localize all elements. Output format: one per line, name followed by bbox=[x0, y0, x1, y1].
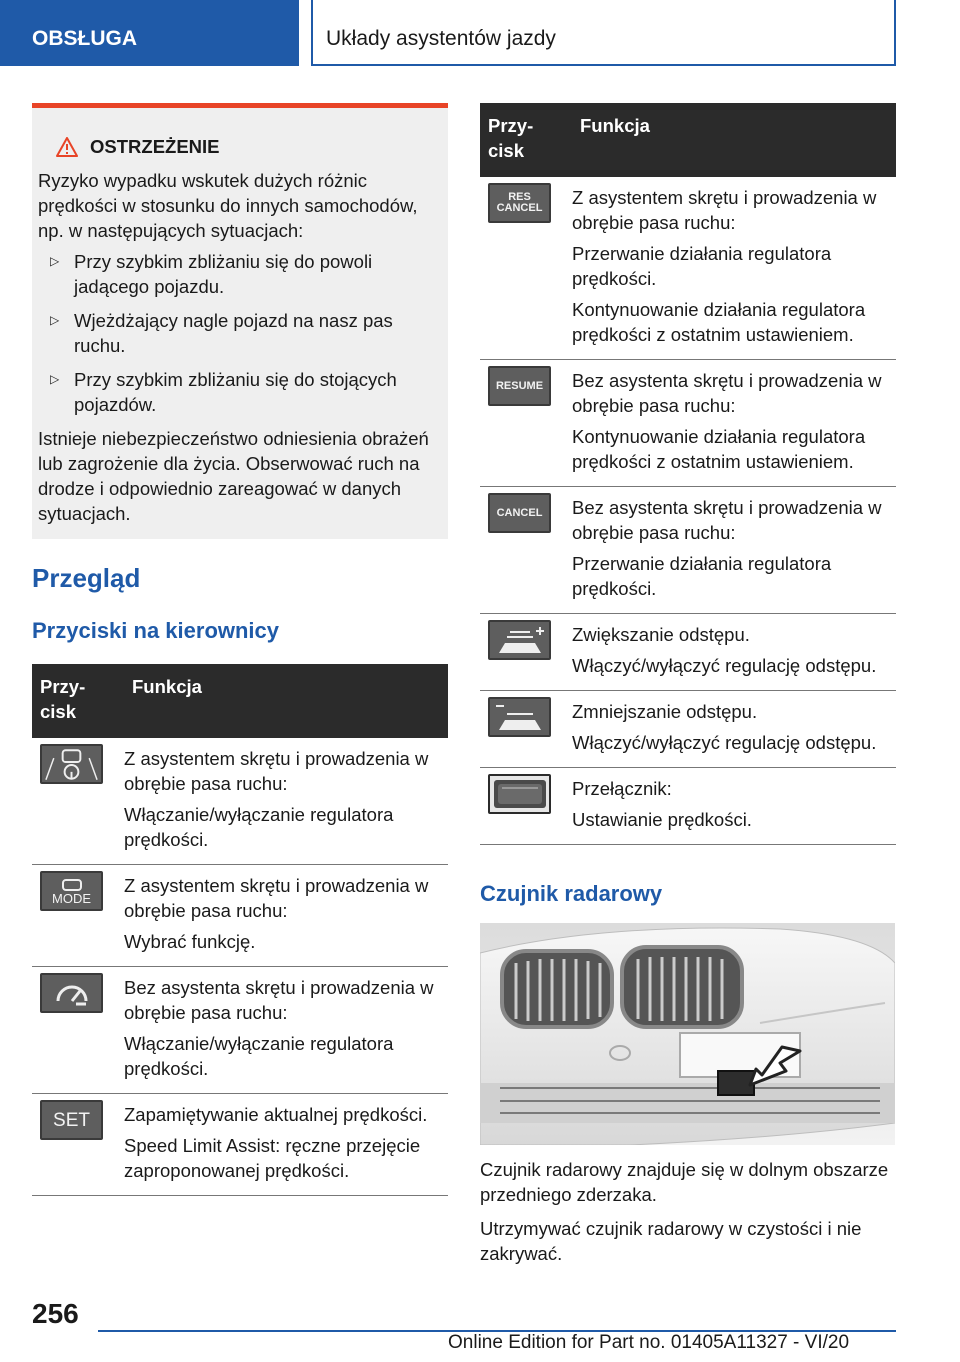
function-text: Włączanie/wyłączanie regulatora prędkości. bbox=[124, 804, 394, 850]
buttons-table-left bbox=[32, 664, 448, 1196]
col-header-function: Funkcja bbox=[572, 103, 896, 177]
table-row bbox=[32, 967, 448, 1094]
radar-paragraph: Czujnik radarowy znajduje się w dolnym obszarze przedniego zderzaka. bbox=[480, 1159, 889, 1205]
table-row bbox=[32, 865, 448, 967]
buttons-table-right bbox=[480, 103, 896, 845]
footer-edition: Online Edition for Part no. 01405A11327 - VI/20 bbox=[448, 1332, 850, 1353]
function-text: Zwiększanie odstępu. bbox=[572, 624, 750, 645]
table-row bbox=[480, 768, 896, 845]
warning-title-text: OSTRZEŻENIE bbox=[90, 136, 220, 157]
col-header-button: Przy- cisk bbox=[32, 664, 124, 738]
function-text: Z asystentem skrętu i prowadzenia w obrębie pasa ruchu: bbox=[124, 875, 429, 921]
col-header-button: Przy- cisk bbox=[480, 103, 572, 177]
function-text: Przerwanie działania regulatora prędkości. bbox=[572, 243, 832, 289]
table-row bbox=[480, 614, 896, 691]
car-front-radar-illustration bbox=[480, 923, 895, 1145]
warning-bullet: ▷ Wjeżdżający nagle pojazd na nasz pas ruchu. bbox=[50, 310, 393, 356]
table-row bbox=[32, 1094, 448, 1196]
rocker-switch-icon bbox=[488, 774, 551, 814]
table-row bbox=[480, 360, 896, 487]
set-button-icon bbox=[40, 1100, 103, 1140]
function-text: Speed Limit Assist: ręczne przejęcie zaproponowanej prędkości. bbox=[124, 1135, 421, 1181]
radar-paragraph: Utrzymywać czujnik radarowy w czystości i nie zakrywać. bbox=[480, 1218, 862, 1264]
warning-bullet: ▷ Przy szybkim zbliżaniu się do stojących pojazdów. bbox=[50, 369, 397, 415]
mode-button-icon bbox=[40, 871, 103, 911]
table-row bbox=[32, 738, 448, 865]
function-text: Kontynuowanie działania regulatora prędkości z ostatnim ustawieniem. bbox=[572, 299, 866, 345]
warning-box bbox=[32, 103, 448, 539]
res-cancel-button-icon bbox=[488, 183, 551, 223]
function-text: Zapamiętywanie aktualnej prędkości. bbox=[124, 1104, 428, 1125]
function-text: Bez asystenta skrętu i prowadzenia w obrębie pasa ruchu: bbox=[572, 370, 882, 416]
heading-buttons: Przyciski na kierownicy bbox=[32, 618, 280, 643]
function-text: Bez asystenta skrętu i prowadzenia w obrębie pasa ruchu: bbox=[572, 497, 882, 543]
function-text: Przerwanie działania regulatora prędkości. bbox=[572, 553, 832, 599]
function-text: Z asystentem skrętu i prowadzenia w obrębie pasa ruchu: bbox=[124, 748, 429, 794]
heading-overview: Przegląd bbox=[32, 563, 141, 593]
function-text: Kontynuowanie działania regulatora prędkości z ostatnim ustawieniem. bbox=[572, 426, 866, 472]
function-text: Włączanie/wyłączanie regulatora prędkości. bbox=[124, 1033, 394, 1079]
cancel-button-icon bbox=[488, 493, 551, 533]
table-row bbox=[480, 691, 896, 768]
driving-assist-icon bbox=[40, 744, 103, 784]
button-label: MODE bbox=[52, 890, 91, 906]
function-text: Z asystentem skrętu i prowadzenia w obrębie pasa ruchu: bbox=[572, 187, 877, 233]
distance-decrease-icon bbox=[488, 697, 551, 737]
function-text: Ustawianie prędkości. bbox=[572, 809, 752, 830]
function-text: Wybrać funkcję. bbox=[124, 931, 256, 952]
heading-radar: Czujnik radarowy bbox=[480, 881, 663, 906]
col-header-function: Funkcja bbox=[124, 664, 448, 738]
warning-intro: Ryzyko wypadku wskutek dużych różnic prędkości w stosunku do innych samochodów, np. w następujących sytuacjach: bbox=[38, 170, 418, 241]
warning-triangle-icon bbox=[56, 137, 78, 157]
button-label: RESUME bbox=[495, 379, 544, 392]
warning-outro: Istnieje niebezpieczeństwo odniesienia obrażeń lub zagrożenie dla życia. Obserwować ruch na drodze i odpowiednio zareagować w danych sytuacjach. bbox=[38, 428, 429, 524]
function-text: Zmniejszanie odstępu. bbox=[572, 701, 758, 722]
function-text: Włączyć/wyłączyć regulację odstępu. bbox=[572, 655, 877, 676]
function-text: Włączyć/wyłączyć regulację odstępu. bbox=[572, 732, 877, 753]
function-text: Przełącznik: bbox=[572, 778, 672, 799]
warning-title bbox=[38, 134, 438, 159]
table-row bbox=[480, 487, 896, 614]
button-label: SET bbox=[53, 1109, 90, 1131]
header-section: OBSŁUGA bbox=[0, 0, 299, 66]
page-number: 256 bbox=[32, 1298, 79, 1329]
resume-button-icon bbox=[488, 366, 551, 406]
table-row bbox=[480, 177, 896, 360]
header-chapter: Układy asystentów jazdy bbox=[311, 0, 896, 66]
warning-list bbox=[38, 249, 438, 417]
speedometer-icon bbox=[40, 973, 103, 1013]
distance-increase-icon bbox=[488, 620, 551, 660]
function-text: Bez asystenta skrętu i prowadzenia w obrębie pasa ruchu: bbox=[124, 977, 434, 1023]
radar-description bbox=[480, 1157, 900, 1275]
button-label: CANCEL bbox=[496, 506, 543, 519]
warning-bullet: ▷ Przy szybkim zbliżaniu się do powoli jadącego pojazdu. bbox=[50, 251, 373, 297]
button-label: RES CANCEL bbox=[496, 191, 543, 214]
